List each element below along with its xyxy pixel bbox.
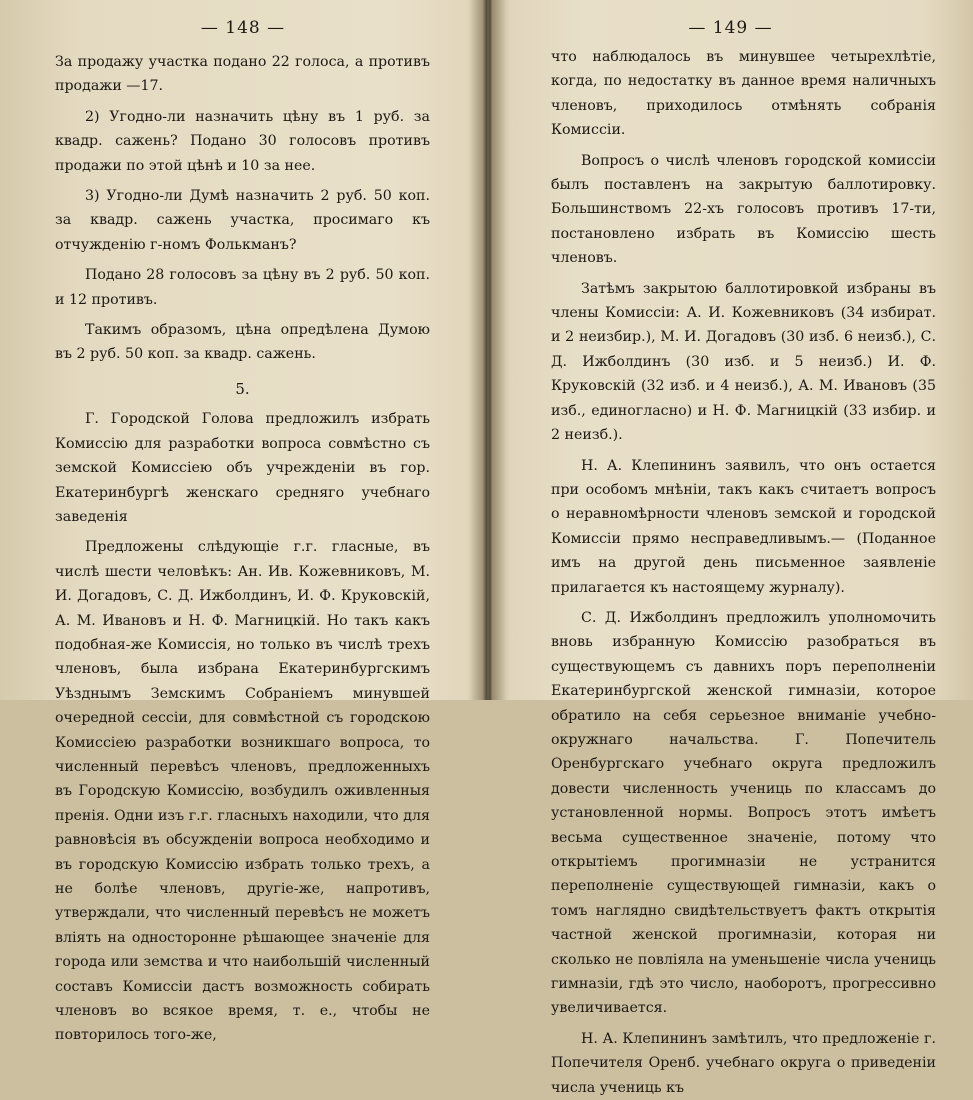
paragraph: Вопросъ о числѣ членовъ городской комиссіи былъ поставленъ на закрытую баллотировку. Большинствомъ 22-хъ голосовъ противъ 17-ти, постановлено избрать въ Комиссію шесть членовъ. [551, 152, 936, 267]
page-number-right: — 149 — [688, 18, 773, 38]
paragraph: Н. А. Клепининъ замѣтилъ, что предложеніе г. Попечителя Оренб. учебнаго округа о приведеніи числа учениць къ [551, 1030, 936, 1096]
paragraph: что наблюдалось въ минувшее четырехлѣтіе, когда, по недостатку въ данное время наличныхъ членовъ, приходилось отмѣнять собранія Комиссіи. [551, 49, 936, 139]
paragraph: Н. А. Клепининъ заявилъ, что онъ остается при особомъ мнѣніи, такъ какъ считаетъ вопросъ о неравномѣрности членовъ земской и городской Комиссіи прямо несправедливымъ.— (Поданное имъ на другой день письменное заявленіе прилагается къ настоящему журналу). [551, 457, 936, 596]
paragraph: 3) Угодно-ли Думѣ назначить 2 руб. 50 коп. за квадр. сажень участка, просимаго къ отчужденію г-номъ Фолькманъ? [55, 188, 430, 253]
paragraph: Подано 28 голосовъ за цѣну въ 2 руб. 50 коп. и 12 противъ. [55, 267, 430, 308]
right-page [488, 0, 973, 1096]
paragraph: Затѣмъ закрытою баллотировкой избраны въ члены Комиссіи: А. И. Кожевниковъ (34 избират. и 2 неизбир.), М. И. Догадовъ (30 изб. 6 неизб.), С. Д. Ижболдинъ (30 изб. и 5 неизб.) И. Ф. Круковскій (32 изб. и 4 неизб.), А. М. Ивановъ (35 изб., единогласно) и Н. Ф. Магницкій (33 избир. и 2 неизб.). [551, 280, 936, 444]
right-page-text [551, 45, 936, 1100]
left-page-text [55, 50, 430, 1048]
paragraph: За продажу участка подано 22 голоса, а противъ продажи —17. [55, 54, 430, 95]
left-page [0, 0, 486, 1044]
section-number: 5. [235, 379, 250, 398]
paragraph: Предложены слѣдующіе г.г. гласные, въ числѣ шести человѣкъ: Ан. Ив. Кожевниковъ, М. И. Догадовъ, С. Д. Ижболдинъ, И. Ф. Круковскій, А. М. Ивановъ и Н. Ф. Магницкій. Но такъ какъ подобная-же Комиссія, но только въ числѣ трехъ членовъ, была избрана Екатеринбургскимъ Уѣзднымъ Земскимъ Собраніемъ минувшей очередной сессіи, для совмѣстной съ городскою Комиссіею разработки возникшаго вопроса, то численный перевѣсъ членовъ, предложенныхъ въ Городскую Комиссію, возбудилъ оживленныя пренія. Одни изъ г.г. гласныхъ находили, что для равновѣсія въ обсужденіи вопроса необходимо и въ городскую Комиссію избрать только трехъ, а не болѣе членовъ, другіе-же, напротивъ, утверждали, что численный перевѣсъ не можетъ вліять на односторонне рѣшающее значеніе для города или земства и что наибольшій численный составъ Комиссіи дастъ возможность собирать членовъ во всякое время, т. е., чтобы не повторилось того-же, [55, 539, 430, 1044]
paragraph: Такимъ образомъ, цѣна опредѣлена Думою въ 2 руб. 50 коп. за квадр. сажень. [55, 322, 430, 363]
paragraph: 2) Угодно-ли назначить цѣну въ 1 руб. за квадр. сажень? Подано 30 голосовъ противъ продажи по этой цѣнѣ и 10 за нее. [55, 108, 430, 174]
page-number-left: — 148 — [200, 18, 286, 38]
paragraph: Г. Городской Голова предложилъ избрать Комиссію для разработки вопроса совмѣстно съ земской Комиссіею объ учрежденіи въ гор. Екатеринбургѣ женскаго средняго учебнаго заведенія [55, 411, 430, 525]
paragraph: С. Д. Ижболдинъ предложилъ уполномочить вновь избранную Комиссію разобраться въ существующемъ съ давнихъ поръ переполненіи Екатеринбургской женской гимназіи, которое обратило на себя серьезное вниманіе учебно-окружнаго начальства. Г. Попечитель Оренбургскаго учебнаго округа предложилъ довести численность учениць по классамъ до установленной нормы. Вопросъ этотъ имѣетъ весьма существенное значеніе, потому что открытіемъ прогимназіи не устранится переполненіе существующей гимназіи, какъ о томъ наглядно свидѣтельствуетъ фактъ открытія частной женской прогимназіи, которая ни сколько не повліяла на уменьшеніе числа учениць гимназіи, гдѣ это число, наоборотъ, прогрессивно увеличивается. [551, 609, 936, 1017]
